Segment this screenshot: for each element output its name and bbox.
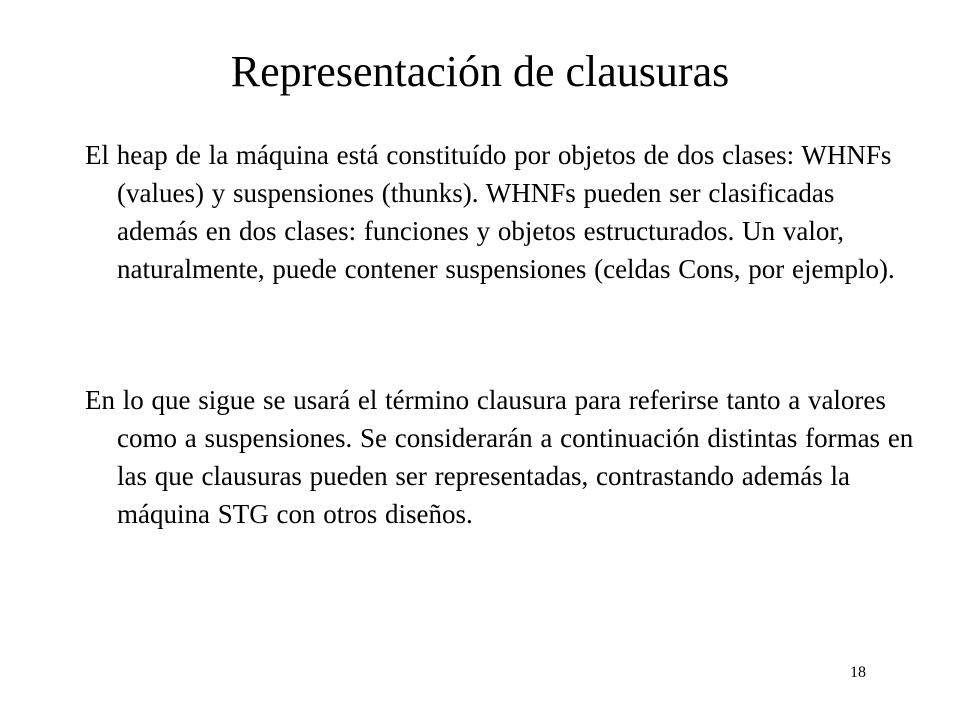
paragraph-heap-objects: El heap de la máquina está constituído por objetos de dos clases: WHNFs (values) y suspensiones (thunks). WHNFs pueden ser clasificadas además en dos clases: funciones y objetos estructurados. Un valor, naturalmente, puede contener suspensiones (celdas Cons, por ejemplo).	[85, 140, 895, 284]
page-number: 18	[850, 664, 866, 681]
paragraph-closure-term: En lo que sigue se usará el término clausura para referirse tanto a valores como a suspensiones. Se considerarán a continuación distintas formas en las que clausuras pueden ser representadas, contrastando además la máquina STG con otros diseños.	[85, 385, 914, 529]
slide-title: Representación de clausuras	[230, 47, 730, 96]
